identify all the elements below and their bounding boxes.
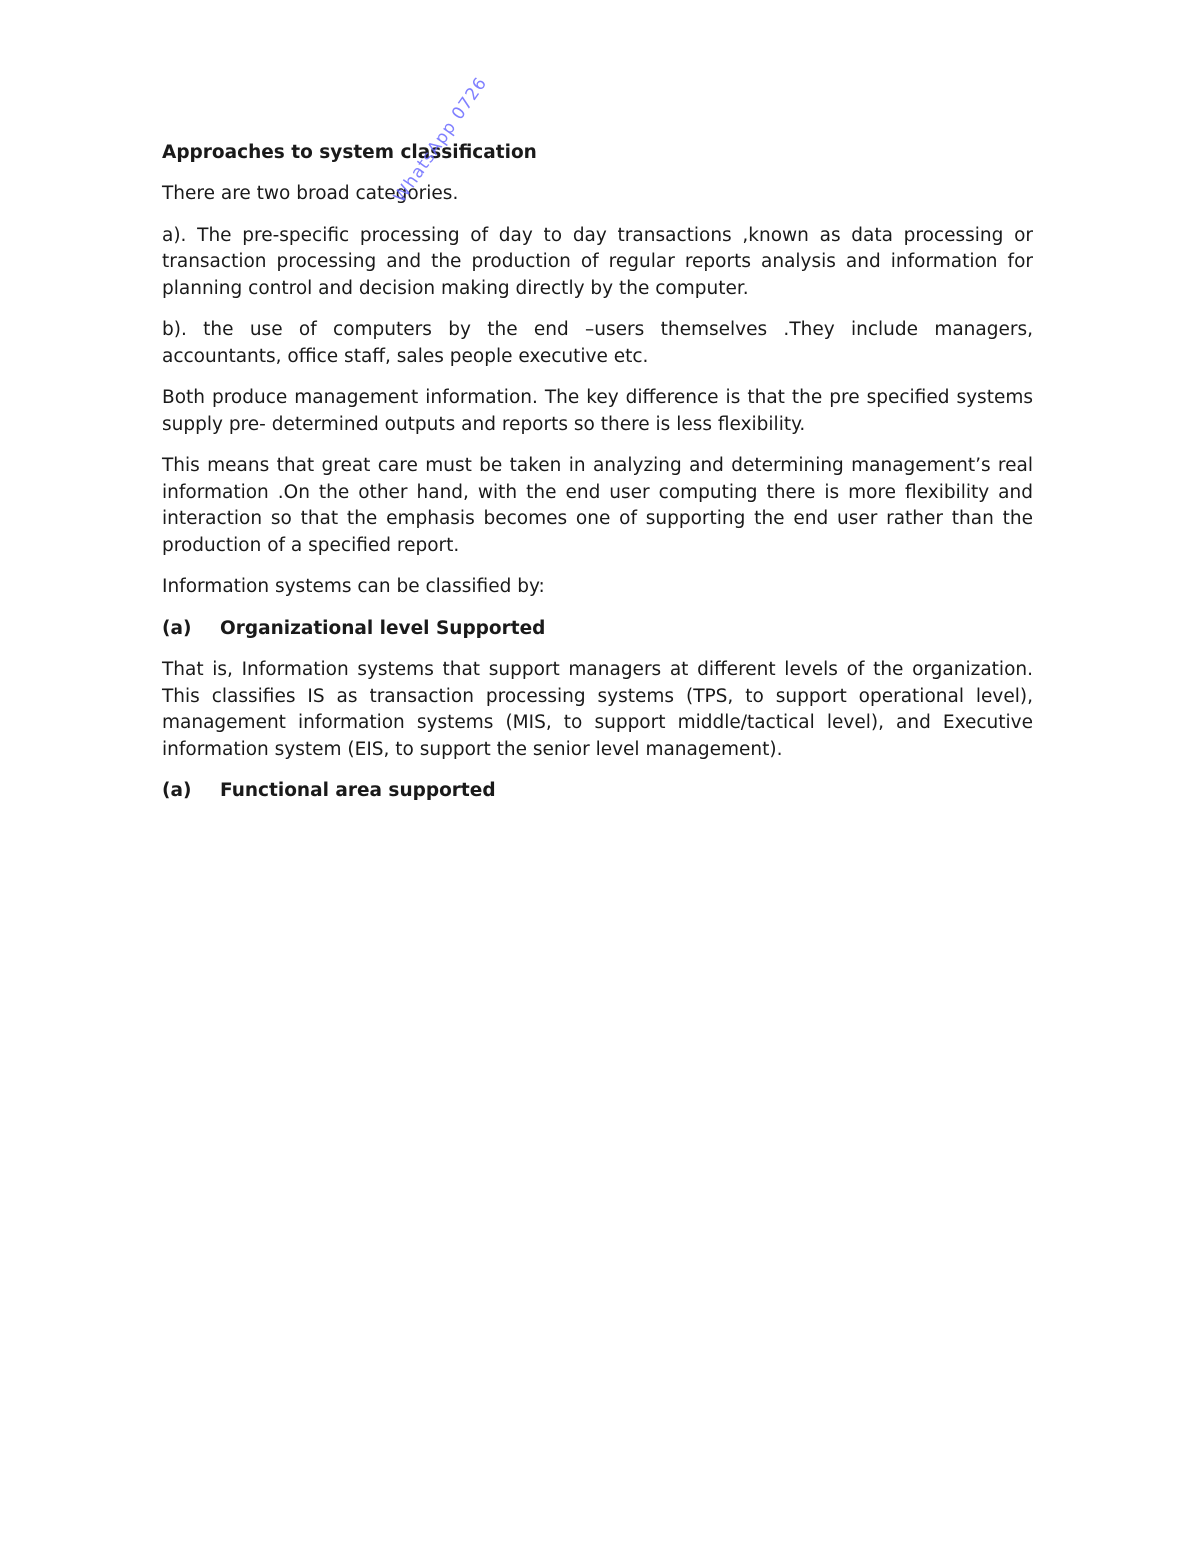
classified-by-paragraph: Information systems can be classified by: xyxy=(162,576,545,597)
intro-paragraph: There are two broad categories. xyxy=(162,183,459,204)
section-heading-organizational-level xyxy=(162,616,1033,643)
section-title: Functional area supported xyxy=(220,780,496,801)
page-title: Approaches to system classification xyxy=(162,142,537,163)
organizational-level-paragraph: That is, Information systems that support managers at different levels of the organization. This classifies IS as transaction processing systems (TPS, to support operational level), management information systems (MIS, to support middle/tactical level), and Executive information system (EIS, to support the senior level management). xyxy=(162,659,1033,760)
section-heading-functional-area xyxy=(162,778,1033,805)
difference-paragraph: Both produce management information. The key difference is that the pre specified systems supply pre- determined outputs and reports so there is less flexibility. xyxy=(162,387,1033,435)
watermark: WhatsApp 0726 xyxy=(390,73,492,207)
category-b-paragraph: b). the use of computers by the end –users themselves .They include managers, accountants, office staff, sales people executive etc. xyxy=(162,319,1033,367)
category-a-paragraph: a). The pre-specific processing of day to day transactions ,known as data processing or transaction processing and the production of regular reports analysis and information for planning control and decision making directly by the computer. xyxy=(162,224,1033,299)
document-content xyxy=(162,140,1033,820)
section-number: (a) xyxy=(162,780,192,801)
section-number: (a) xyxy=(162,617,192,639)
flexibility-paragraph: This means that great care must be taken in analyzing and determining management’s real information .On the other hand, with the end user computing there is more flexibility and interaction so that the emphasis becomes one of supporting the end user rather than the production of a specified report. xyxy=(162,455,1033,556)
section-title: Organizational level Supported xyxy=(220,617,546,639)
